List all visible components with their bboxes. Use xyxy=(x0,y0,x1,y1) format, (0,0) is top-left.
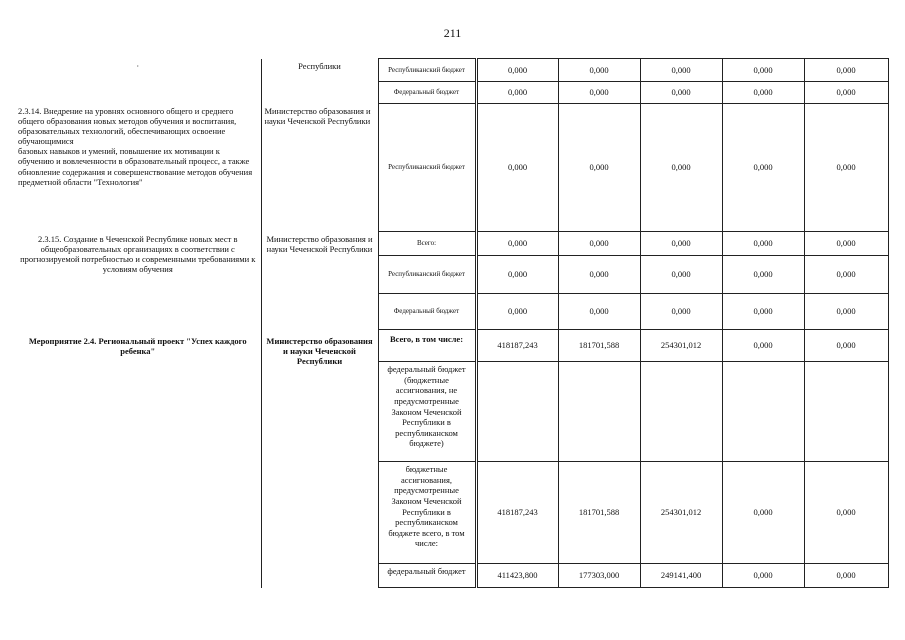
table-row xyxy=(15,330,888,362)
activity-cell: · xyxy=(15,59,261,104)
value-cell: 0,000 xyxy=(804,462,888,564)
funding-source-cell: федеральный бюджет xyxy=(378,564,476,588)
value-cell xyxy=(722,362,804,462)
value-cell: 0,000 xyxy=(558,104,640,232)
value-cell: 0,000 xyxy=(804,82,888,104)
executor-cell: Министерство образования и науки Чеченской Республики xyxy=(261,104,378,232)
value-cell: 0,000 xyxy=(640,232,722,256)
value-cell: 411423,800 xyxy=(476,564,558,588)
funding-source-cell: бюджетные ассигнования, предусмотренные Законом Чеченской Республики в республиканском бюджете всего, в том числе: xyxy=(378,462,476,564)
value-cell: 181701,588 xyxy=(558,462,640,564)
value-cell xyxy=(476,362,558,462)
value-cell: 0,000 xyxy=(476,294,558,330)
executor-cell: Министерство образования и науки Чеченской Республики xyxy=(261,232,378,330)
value-cell: 418187,243 xyxy=(476,462,558,564)
value-cell: 0,000 xyxy=(804,59,888,82)
value-cell: 0,000 xyxy=(476,59,558,82)
value-cell: 418187,243 xyxy=(476,330,558,362)
value-cell: 177303,000 xyxy=(558,564,640,588)
value-cell xyxy=(640,362,722,462)
funding-source-cell: Всего, в том числе: xyxy=(378,330,476,362)
value-cell: 0,000 xyxy=(804,330,888,362)
value-cell: 0,000 xyxy=(722,232,804,256)
value-cell: 249141,400 xyxy=(640,564,722,588)
activity-cell: 2.3.15. Создание в Чеченской Республике новых мест в общеобразовательных организациях в соответствии с прогнозируемой потребностью и современными требованиями к условиям обучения xyxy=(15,232,261,330)
value-cell: 254301,012 xyxy=(640,462,722,564)
value-cell: 181701,588 xyxy=(558,330,640,362)
value-cell: 0,000 xyxy=(558,256,640,294)
value-cell: 0,000 xyxy=(722,256,804,294)
value-cell: 0,000 xyxy=(722,104,804,232)
value-cell: 0,000 xyxy=(722,294,804,330)
value-cell: 0,000 xyxy=(722,564,804,588)
value-cell: 0,000 xyxy=(722,59,804,82)
funding-source-cell: Республиканский бюджет xyxy=(378,104,476,232)
executor-cell: Республики xyxy=(261,59,378,104)
value-cell: 0,000 xyxy=(804,104,888,232)
funding-source-cell: Всего: xyxy=(378,232,476,256)
executor-cell: Министерство образования и науки Чеченской Республики xyxy=(261,330,378,588)
value-cell xyxy=(804,362,888,462)
budget-table xyxy=(15,58,889,588)
value-cell: 0,000 xyxy=(640,104,722,232)
value-cell: 0,000 xyxy=(558,82,640,104)
value-cell: 0,000 xyxy=(722,330,804,362)
funding-source-cell: Федеральный бюджет xyxy=(378,294,476,330)
value-cell: 0,000 xyxy=(804,256,888,294)
activity-cell: 2.3.14. Внедрение на уровнях основного общего и среднего общего образования новых методов обучения и воспитания, образовательных технологий, обеспечивающих освоение обучающимися базовых навыков и умений, повышение их мотивации к обучению и вовлеченности в образовательный процесс, а также обновление содержания и совершенствование методов обучения предметной области "Технология" xyxy=(15,104,261,232)
table-row xyxy=(15,59,888,82)
value-cell: 0,000 xyxy=(558,59,640,82)
funding-source-cell: Федеральный бюджет xyxy=(378,82,476,104)
value-cell: 0,000 xyxy=(640,82,722,104)
value-cell: 0,000 xyxy=(804,294,888,330)
page-number: 211 xyxy=(443,26,462,40)
value-cell: 0,000 xyxy=(640,294,722,330)
value-cell: 254301,012 xyxy=(640,330,722,362)
value-cell: 0,000 xyxy=(804,232,888,256)
value-cell: 0,000 xyxy=(558,294,640,330)
value-cell: 0,000 xyxy=(640,256,722,294)
value-cell: 0,000 xyxy=(558,232,640,256)
value-cell: 0,000 xyxy=(476,256,558,294)
funding-source-cell: Республиканский бюджет xyxy=(378,256,476,294)
value-cell: 0,000 xyxy=(722,462,804,564)
activity-cell: Мероприятие 2.4. Региональный проект "Успех каждого ребенка" xyxy=(15,330,261,588)
funding-source-cell: Республиканский бюджет xyxy=(378,59,476,82)
table-row xyxy=(15,232,888,256)
value-cell: 0,000 xyxy=(722,82,804,104)
value-cell: 0,000 xyxy=(476,82,558,104)
table-row xyxy=(15,104,888,232)
value-cell: 0,000 xyxy=(804,564,888,588)
value-cell: 0,000 xyxy=(476,104,558,232)
value-cell xyxy=(558,362,640,462)
funding-source-cell: федеральный бюджет (бюджетные ассигнования, не предусмотренные Законом Чеченской Республики в республиканском бюджете) xyxy=(378,362,476,462)
value-cell: 0,000 xyxy=(476,232,558,256)
value-cell: 0,000 xyxy=(640,59,722,82)
